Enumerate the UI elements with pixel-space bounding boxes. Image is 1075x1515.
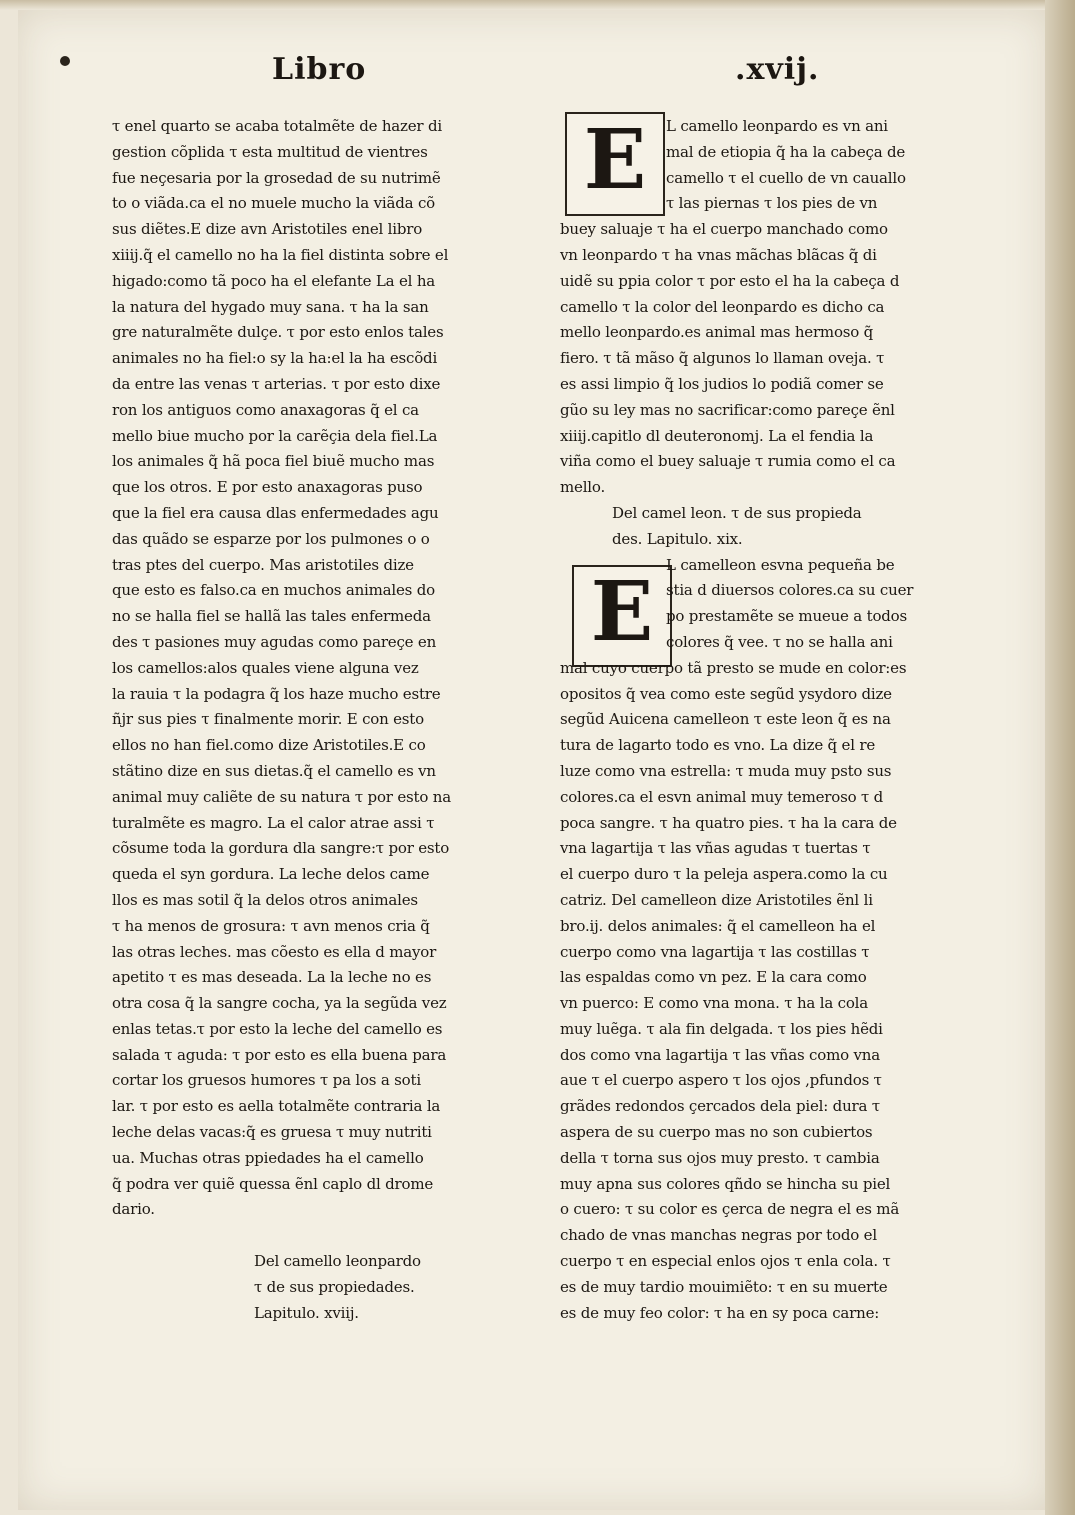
text-line: des. Lapitulo. xix. — [612, 529, 743, 548]
text-line: ñjr sus pies τ finalmente morir. E con esto — [112, 710, 424, 729]
text-line: ellos no han fiel.como dize Aristotiles.E co — [112, 736, 426, 755]
text-line: stãtino dize en sus dietas.q̃ el camello es vn — [112, 761, 436, 780]
text-line: no se halla fiel se hallã las tales enfermeda — [112, 607, 431, 626]
text-line: catriz. Del camelleon dize Aristotiles ẽnl li — [560, 890, 873, 909]
right-column — [560, 114, 970, 1326]
text-line: L camelleon esvna pequeña be — [666, 555, 895, 574]
decorated-initial-e: E — [572, 565, 672, 667]
text-line: fue neçesaria por la grosedad de su nutrimẽ — [112, 168, 441, 187]
text-line: es de muy tardio mouimiẽto: τ en su muerte — [560, 1277, 888, 1296]
text-line: tura de lagarto todo es vno. La dize q̃ el re — [560, 736, 876, 755]
text-line: po prestamẽte se mueue a todos — [666, 607, 908, 626]
text-line: della τ torna sus ojos muy presto. τ cambia — [560, 1148, 880, 1167]
text-line: das quãdo se esparze por los pulmones o o — [112, 529, 430, 548]
text-line: to o viãda.ca el no muele mucho la viãda cõ — [112, 194, 435, 213]
text-line: luze como vna estrella: τ muda muy psto sus — [560, 761, 892, 780]
text-line: es assi limpio q̃ los judios lo podiã comer se — [560, 374, 884, 393]
text-line: animales no ha fiel:o sy la ha:el la ha escõdi — [112, 349, 438, 368]
text-line: da entre las venas τ arterias. τ por esto dixe — [112, 374, 441, 393]
text-line: que los otros. E por esto anaxagoras puso — [112, 478, 423, 497]
text-line: ua. Muchas otras ppiedades ha el camello — [112, 1148, 424, 1167]
text-line: gre naturalmẽte dulçe. τ por esto enlos tales — [112, 323, 444, 342]
text-line: camello τ el cuello de vn cauallo — [666, 168, 906, 187]
text-line: L camello leonpardo es vn ani — [666, 117, 888, 135]
ink-mark-icon — [60, 56, 70, 66]
page-top-edge — [0, 0, 1075, 10]
folio-number: .xvij. — [735, 52, 820, 87]
text-line: animal muy caliẽte de su natura τ por esto na — [112, 787, 451, 806]
text-line: mello leonpardo.es animal mas hermoso q̃ — [560, 323, 874, 342]
text-line: camello τ la color del leonpardo es dicho ca — [560, 297, 885, 316]
decorated-initial-e: E — [565, 112, 665, 216]
text-line: τ enel quarto se acaba totalmẽte de hazer di — [112, 117, 442, 135]
text-line: mal cuyo cuerpo tã presto se mude en color:es — [560, 658, 907, 677]
text-line: chado de vnas manchas negras por todo el — [560, 1226, 877, 1245]
text-line: vn leonpardo τ ha vnas mãchas blãcas q̃ di — [560, 245, 877, 264]
chapter-heading-xviii — [112, 1249, 512, 1326]
text-line: des τ pasiones muy agudas como pareçe en — [112, 632, 437, 651]
text-line: la rauia τ la podagra q̃ los haze mucho estre — [112, 684, 441, 703]
text-line: τ de sus propiedades. — [254, 1278, 415, 1297]
text-line: ron los antiguos como anaxagoras q̃ el ca — [112, 400, 419, 419]
text-line: mello biue mucho por la carẽçia dela fiel.La — [112, 426, 438, 445]
text-line: cuerpo τ en especial enlos ojos τ enla cola. τ — [560, 1252, 891, 1271]
text-line: tras ptes del cuerpo. Mas aristotiles dize — [112, 555, 414, 574]
text-line: es de muy feo color: τ ha en sy poca carne: — [560, 1303, 880, 1322]
text-line: opositos q̃ vea como este segũd ysydoro dize — [560, 684, 892, 703]
text-line: sus diẽtes.E dize avn Aristotiles enel libro — [112, 220, 423, 239]
text-line: poca sangre. τ ha quatro pies. τ ha la cara de — [560, 813, 897, 832]
text-line: mello. — [560, 478, 606, 497]
text-line: los animales q̃ hã poca fiel biuẽ mucho mas — [112, 452, 435, 471]
text-line: xiiij.capitlo dl deuteronomj. La el fendia la — [560, 426, 874, 445]
text-line: aue τ el cuerpo aspero τ los ojos ,pfundos τ — [560, 1071, 882, 1090]
text-line: q̃ podra ver quiẽ quessa ẽnl caplo dl drome — [112, 1174, 434, 1193]
text-line: colores.ca el esvn animal muy temeroso τ d — [560, 787, 884, 806]
text-line: vna lagartija τ las vñas agudas τ tuertas τ — [560, 839, 871, 858]
text-line: los camellos:alos quales viene alguna vez — [112, 658, 419, 677]
text-line: muy apna sus colores qñdo se hincha su piel — [560, 1174, 891, 1193]
text-line: cõsume toda la gordura dla sangre:τ por esto — [112, 839, 450, 858]
chapter-heading-xix — [560, 501, 970, 553]
text-line: viña como el buey saluaje τ rumia como el ca — [560, 452, 896, 471]
text-line: colores q̃ vee. τ no se halla ani — [666, 632, 893, 651]
right-column-text-chapter-xviii — [560, 114, 970, 501]
text-line: lar. τ por esto es aella totalmẽte contraria la — [112, 1097, 441, 1116]
text-line: bro.ij. delos animales: q̃ el camelleon ha el — [560, 916, 876, 935]
text-line: cuerpo como vna lagartija τ las costillas τ — [560, 942, 870, 961]
text-line: las otras leches. mas cõesto es ella d mayor — [112, 942, 437, 961]
text-line: la natura del hygado muy sana. τ ha la san — [112, 297, 429, 316]
text-line: dario. — [112, 1200, 155, 1219]
text-line: cortar los gruesos humores τ pa los a soti — [112, 1071, 421, 1090]
text-line: τ las piernas τ los pies de vn — [666, 194, 878, 213]
text-line: Del camello leonpardo — [254, 1252, 421, 1271]
text-line: gũo su ley mas no sacrificar:como pareçe ẽnl — [560, 400, 895, 419]
text-line: salada τ aguda: τ por esto es ella buena para — [112, 1045, 447, 1064]
text-line: τ ha menos de grosura: τ avn menos cria q̃ — [112, 916, 430, 935]
text-line: buey saluaje τ ha el cuerpo manchado como — [560, 220, 888, 239]
text-line: mal de etiopia q̃ ha la cabeça de — [666, 142, 906, 161]
text-line: dos como vna lagartija τ las vñas como vna — [560, 1045, 880, 1064]
text-line: o cuero: τ su color es çerca de negra el es mã — [560, 1200, 900, 1219]
text-line: enlas tetas.τ por esto la leche del camello es — [112, 1019, 443, 1038]
text-line: Del camel leon. τ de sus propieda — [612, 503, 862, 522]
text-line: Lapitulo. xviij. — [254, 1303, 359, 1322]
page-fore-edge — [1045, 0, 1075, 1515]
running-head-left: Libro — [272, 52, 367, 87]
text-line: fiero. τ tã mãso q̃ algunos lo llaman oveja. τ — [560, 349, 885, 368]
text-line: uidẽ su ppia color τ por esto el ha la cabeça d — [560, 271, 900, 290]
text-line: otra cosa q̃ la sangre cocha, ya la segũda vez — [112, 994, 447, 1013]
text-line: que esto es falso.ca en muchos animales do — [112, 581, 435, 600]
left-column — [112, 114, 512, 1327]
text-line: el cuerpo duro τ la peleja aspera.como la cu — [560, 865, 888, 884]
text-line: aspera de su cuerpo mas no son cubiertos — [560, 1123, 873, 1142]
text-line: turalmẽte es magro. La el calor atrae assi τ — [112, 813, 435, 832]
text-line: queda el syn gordura. La leche delos came — [112, 865, 430, 884]
right-column-text-chapter-xix — [560, 553, 970, 1327]
left-column-text — [112, 114, 512, 1223]
text-line: las espaldas como vn pez. E la cara como — [560, 968, 867, 987]
text-line: vn puerco: E como vna mona. τ ha la cola — [560, 994, 868, 1013]
text-line: apetito τ es mas deseada. La la leche no es — [112, 968, 432, 987]
text-line: gestion cõplida τ esta multitud de vientres — [112, 142, 428, 161]
text-line: xiiij.q̃ el camello no ha la fiel distinta sobre el — [112, 245, 449, 264]
text-line: leche delas vacas:q̃ es gruesa τ muy nutriti — [112, 1123, 432, 1142]
text-line: grãdes redondos çercados dela piel: dura τ — [560, 1097, 880, 1116]
text-line: muy luẽga. τ ala fin delgada. τ los pies hẽdi — [560, 1019, 883, 1038]
text-line: que la fiel era causa dlas enfermedades agu — [112, 503, 439, 522]
text-line: segũd Auicena camelleon τ este leon q̃ es na — [560, 710, 891, 729]
text-line: llos es mas sotil q̃ la delos otros animales — [112, 890, 418, 909]
text-line: higado:como tã poco ha el elefante La el ha — [112, 271, 436, 290]
text-line: stia d diuersos colores.ca su cuer — [666, 581, 914, 600]
